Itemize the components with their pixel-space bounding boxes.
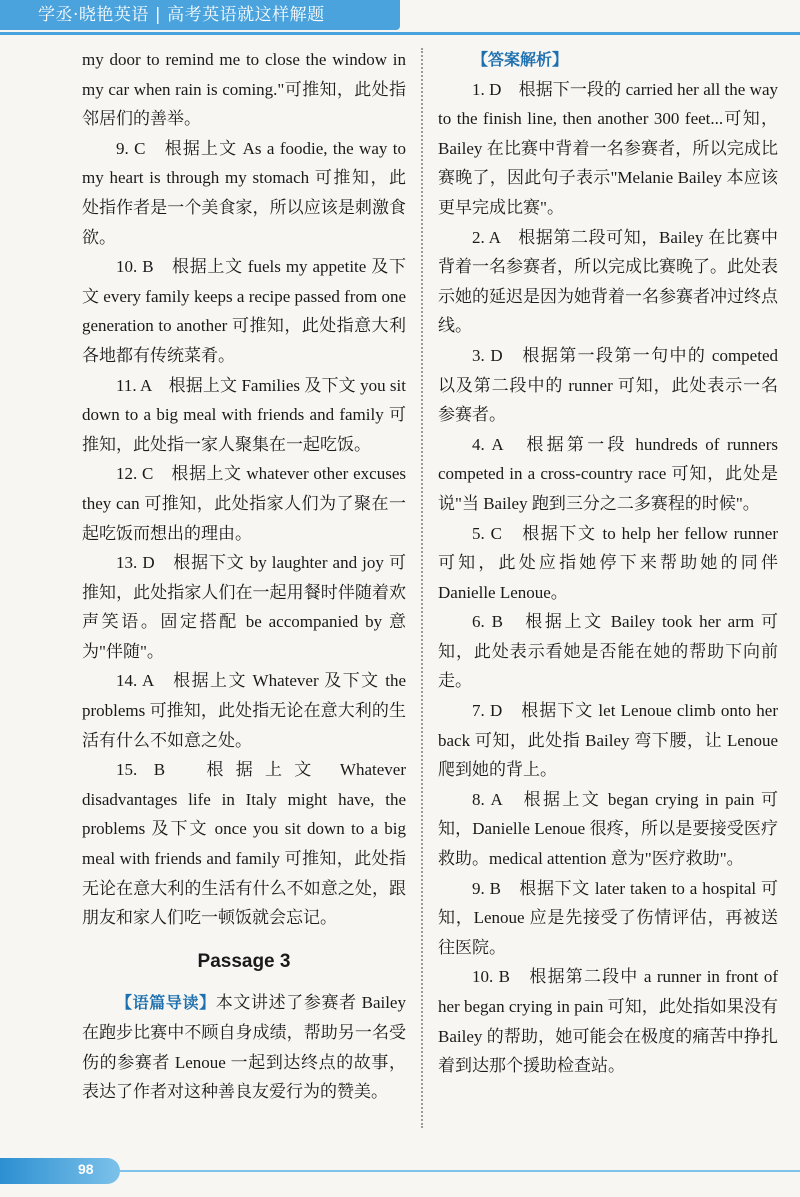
page-footer bbox=[0, 1158, 800, 1197]
intro-label: 【语篇导读】 bbox=[116, 993, 216, 1013]
answer-paragraph: 11. A 根据上文 Families 及下文 you sit down to a big meal with friends and family 可推知，此处指一家人聚集在一起吃饭。 bbox=[82, 375, 406, 454]
section-heading bbox=[438, 45, 778, 75]
answer-paragraph: 7. D 根据下文 let Lenoue climb onto her back 可知，此处指 Bailey 弯下腰，让 Lenoue 爬到她的背上。 bbox=[438, 701, 778, 780]
answer-paragraph: 6. B 根据上文 Bailey took her arm 可知，此处表示看她是否能在她的帮助下向前走。 bbox=[438, 612, 778, 691]
passage-title: Passage 3 bbox=[197, 950, 291, 972]
answer-paragraph: 8. A 根据上文 began crying in pain 可知，Danielle Lenoue 很疼，所以是要接受医疗救助。medical attention 意为"医疗救助"。 bbox=[438, 789, 778, 869]
answer-paragraph: 1. D 根据下一段的 carried her all the way to the finish line, then another 300 feet...可知，Bailey 在比赛中背着一名参赛者，所以完成比赛晚了，因此句子表示"Melanie Bailey 本应该更早完成比赛"。 bbox=[438, 79, 778, 217]
right-column bbox=[438, 45, 778, 1081]
header-separator: | bbox=[154, 5, 162, 25]
page-number-tab bbox=[0, 1158, 120, 1184]
passage-intro bbox=[82, 988, 406, 1106]
answer-paragraph: 9. C 根据上文 As a foodie, the way to my heart is through my stomach 可推知，此处指作者是一个美食家，所以应该是刺激食欲。 bbox=[82, 138, 406, 247]
page-header bbox=[0, 0, 800, 38]
answer-paragraph: 10. B 根据第二段中 a runner in front of her began crying in pain 可知，此处指如果没有 Bailey 的帮助，她可能会在极度的痛苦中挣扎着到达那个援助检查站。 bbox=[438, 967, 778, 1076]
answer-paragraph: 14. A 根据上文 Whatever 及下文 the problems 可推知，此处指无论在意大利的生活有什么不如意之处。 bbox=[82, 671, 406, 750]
answer-paragraph: 9. B 根据下文 later taken to a hospital 可知，Lenoue 应是先接受了伤情评估，再被送往医院。 bbox=[438, 878, 778, 957]
page-number: 98 bbox=[78, 1161, 94, 1177]
column-divider bbox=[421, 48, 423, 1128]
header-rule bbox=[0, 32, 800, 35]
answer-paragraph: 5. C 根据下文 to help her fellow runner 可知，此处应指她停下来帮助她的同伴 Danielle Lenoue。 bbox=[438, 523, 778, 602]
answer-paragraph: 10. B 根据上文 fuels my appetite 及下文 every family keeps a recipe passed from one generation to another 可推知，此处指意大利各地都有传统菜肴。 bbox=[82, 257, 406, 365]
answer-paragraph: 12. C 根据上文 whatever other excuses they can 可推知，此处指家人们为了聚在一起吃饭而想出的理由。 bbox=[82, 464, 406, 543]
intro-text: 本文讲述了参赛者 Bailey 在跑步比赛中不顾自身成绩，帮助另一名受伤的参赛者 Lenoue 一起到达终点的故事，表达了作者对这种善良友爱行为的赞美。 bbox=[82, 993, 406, 1102]
answer-paragraph: my door to remind me to close the window in my car when rain is coming."可推知，此处指邻居们的善举。 bbox=[82, 50, 406, 129]
left-column bbox=[82, 45, 406, 1107]
answer-paragraph: 15. B 根据上文 Whatever disadvantages life in Italy might have, the problems 及下文 once you sit down to a big meal with friends and family 可推知，此处指无论在意大利的生活有什么不如意之处，跟朋友和家人们吃一顿饭就会忘记。 bbox=[82, 760, 406, 928]
answer-paragraph: 2. A 根据第二段可知，Bailey 在比赛中背着一名参赛者，所以完成比赛晚了。此处表示她的延迟是因为她背着一名参赛者冲过终点线。 bbox=[438, 227, 778, 336]
answer-paragraph: 4. A 根据第一段 hundreds of runners competed in a cross-country race 可知，此处是说"当 Bailey 跑到三分之二多赛程的时候"。 bbox=[438, 434, 778, 513]
answer-paragraph: 13. D 根据下文 by laughter and joy 可推知，此处指家人们在一起用餐时伴随着欢声笑语。固定搭配 be accompanied by 意为"伴随"。 bbox=[82, 553, 406, 661]
footer-rule bbox=[110, 1170, 800, 1172]
header-tab bbox=[0, 0, 400, 30]
header-title: 高考英语就这样解题 bbox=[167, 5, 325, 25]
answer-paragraph: 3. D 根据第一段第一句中的 competed 以及第二段中的 runner 可知，此处表示一名参赛者。 bbox=[438, 345, 778, 425]
answer-analysis-label: 【答案解析】 bbox=[472, 50, 569, 69]
header-series: 学丞·晓艳英语 bbox=[38, 5, 149, 25]
